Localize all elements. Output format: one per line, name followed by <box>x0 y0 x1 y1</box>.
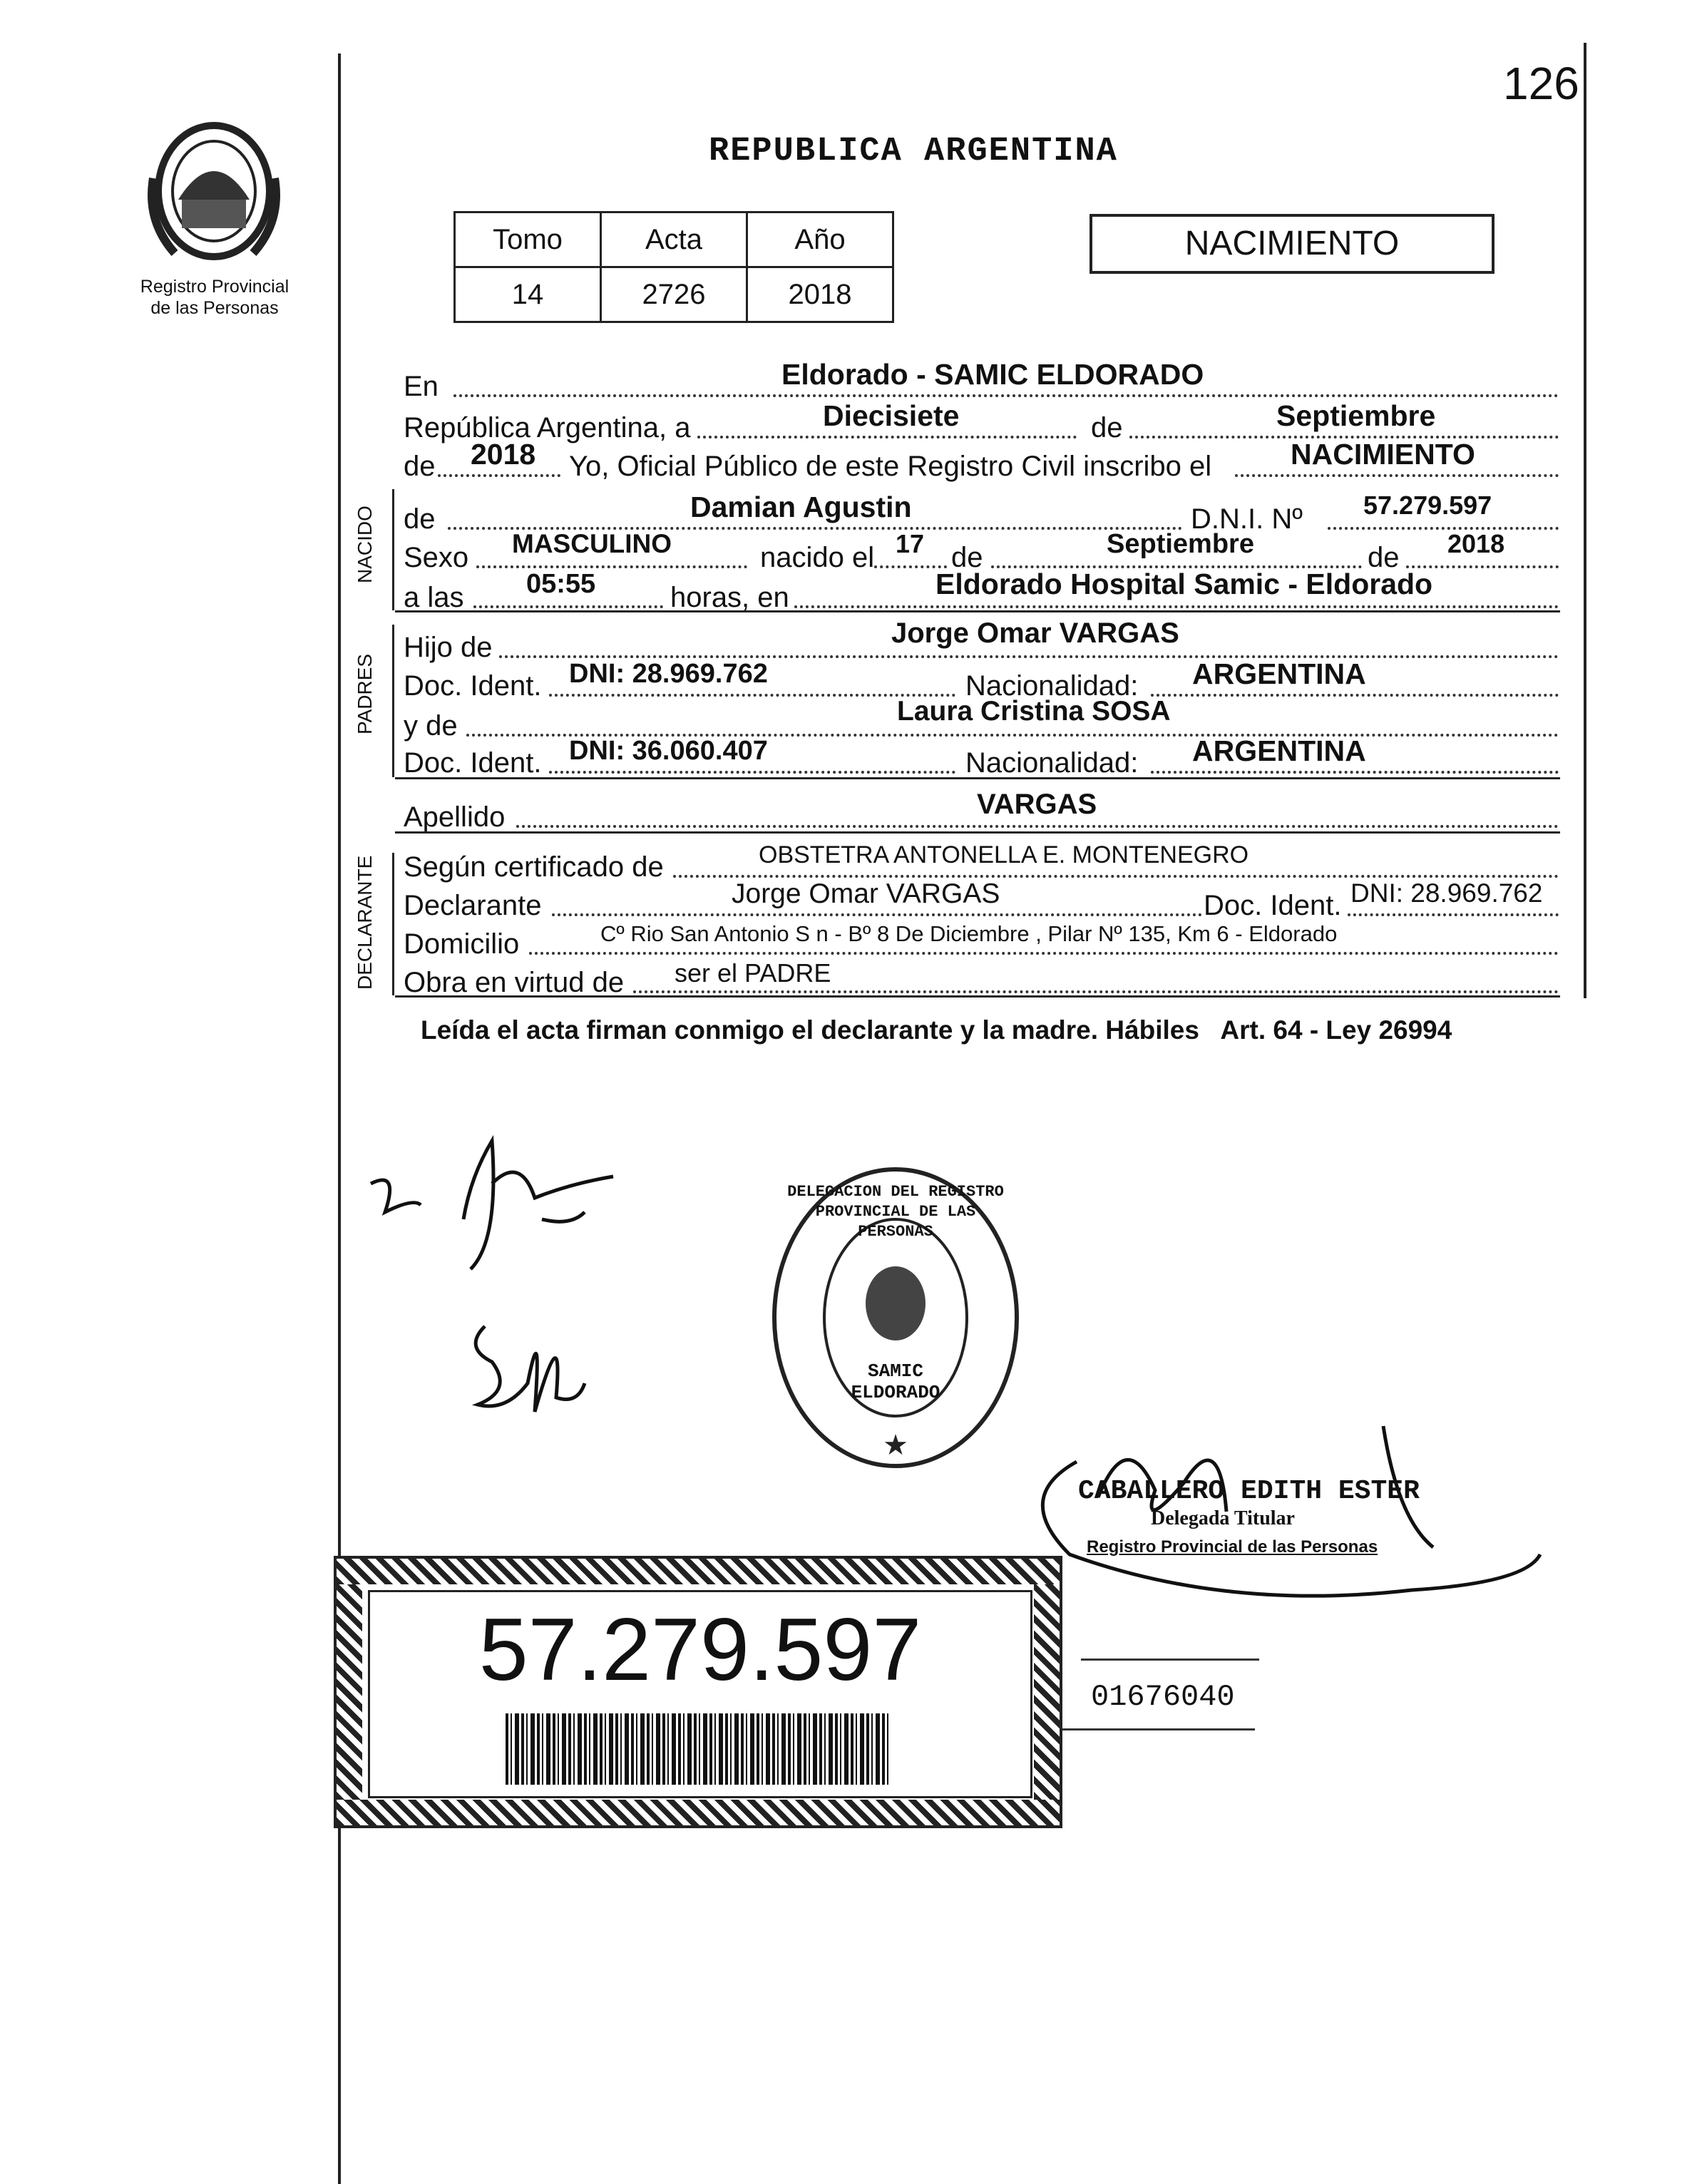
nacido-section-bar <box>392 489 394 610</box>
official-title: Delegada Titular <box>1151 1507 1295 1529</box>
value-lugar-nac: Eldorado Hospital Samic - Eldorado <box>935 568 1433 600</box>
label-hijo-de: Hijo de <box>404 632 493 663</box>
label-y-de: y de <box>404 710 458 742</box>
line-madre-nac <box>1151 771 1559 774</box>
value-madre-nombre: Laura Cristina SOSA <box>897 696 1171 727</box>
barcode <box>506 1713 891 1785</box>
line-en <box>453 394 1559 397</box>
reference-value-row <box>455 267 893 322</box>
label-de-mes-nac: de <box>951 542 983 573</box>
declarante-section-label: DECLARANTE <box>354 855 376 990</box>
value-padre-doc: DNI: 28.969.762 <box>569 659 768 689</box>
serial-number: 01676040 <box>1091 1680 1235 1714</box>
line-tipo <box>1235 474 1559 477</box>
value-nombre: Damian Agustin <box>690 491 912 523</box>
left-margin-line <box>338 53 341 2184</box>
label-de-anio-nac: de <box>1368 542 1400 573</box>
label-domicilio: Domicilio <box>404 928 520 960</box>
act-type-box <box>1090 214 1495 274</box>
label-nacionalidad-padre: Nacionalidad: <box>965 670 1139 702</box>
provincial-seal-logo <box>146 114 282 267</box>
serial-bottom-line <box>1062 1728 1255 1731</box>
id-label-inner <box>368 1590 1032 1798</box>
padres-section-bar <box>392 625 394 777</box>
tomo-header: Tomo <box>455 212 601 267</box>
value-sexo: MASCULINO <box>512 529 672 558</box>
value-padre-nombre: Jorge Omar VARGAS <box>891 617 1179 649</box>
act-type-label: NACIMIENTO <box>1184 225 1400 262</box>
svg-text:★: ★ <box>883 1430 908 1461</box>
value-mes-nac: Septiembre <box>1107 529 1254 559</box>
declarante-section-divider <box>395 995 1560 998</box>
value-declarante-doc: DNI: 28.969.762 <box>1350 878 1543 908</box>
id-label-pattern-top <box>337 1559 1060 1584</box>
official-stamp <box>767 1161 1024 1475</box>
label-dni-no: D.N.I. Nº <box>1191 503 1303 535</box>
label-doc-ident-madre: Doc. Ident. <box>404 747 542 779</box>
line-madre-doc <box>549 771 955 774</box>
right-margin-line <box>1584 43 1586 998</box>
acta-value: 2726 <box>601 267 747 322</box>
label-nacionalidad-madre: Nacionalidad: <box>965 747 1139 779</box>
label-horas-en: horas, en <box>670 582 789 613</box>
id-label-number: 57.279.597 <box>478 1601 922 1699</box>
line-certificado <box>673 875 1559 878</box>
value-dia-nac: 17 <box>896 529 925 558</box>
value-lugar: Eldorado - SAMIC ELDORADO <box>781 358 1204 391</box>
line-sexo <box>476 565 747 568</box>
line-dia <box>697 436 1077 439</box>
anio-value: 2018 <box>747 267 893 322</box>
padres-section-label: PADRES <box>354 653 376 734</box>
value-domicilio: Cº Rio San Antonio S n - Bº 8 De Diciembre , Pilar Nº 135, Km 6 - Eldorado <box>600 921 1338 946</box>
line-declarante <box>552 913 1202 916</box>
line-domicilio <box>529 952 1559 955</box>
label-en: En <box>404 371 439 402</box>
line-lugar-nac <box>794 605 1559 608</box>
value-dia-texto: Diecisiete <box>823 399 960 432</box>
label-obra-en-virtud: Obra en virtud de <box>404 967 625 998</box>
id-label-pattern-left <box>337 1584 362 1800</box>
declarant-signature <box>357 1098 642 1298</box>
value-padre-nacionalidad: ARGENTINA <box>1192 657 1366 690</box>
official-name: CABALLERO EDITH ESTER <box>1078 1476 1420 1507</box>
value-madre-nacionalidad: ARGENTINA <box>1192 734 1366 767</box>
acta-header: Acta <box>601 212 747 267</box>
value-anio-nac: 2018 <box>1447 529 1505 558</box>
label-apellido: Apellido <box>404 801 506 833</box>
line-declarante-doc <box>1348 913 1559 916</box>
stamp-outer-text: DELEGACION DEL REGISTRO PROVINCIAL DE LAS PERSONAS <box>787 1183 1004 1241</box>
registry-name-line2: de las Personas <box>150 298 279 318</box>
padres-section-divider <box>395 777 1560 779</box>
value-declarante-nombre: Jorge Omar VARGAS <box>732 878 1000 909</box>
official-office: Registro Provincial de las Personas <box>1087 1537 1378 1557</box>
id-label <box>334 1556 1062 1828</box>
line-apellido <box>516 825 1559 828</box>
label-segun-certificado: Según certificado de <box>404 851 664 883</box>
reference-table <box>453 211 894 323</box>
value-tipo-inscripcion: NACIMIENTO <box>1291 438 1475 471</box>
line-anio <box>438 474 560 477</box>
tomo-value: 14 <box>455 267 601 322</box>
reference-header-row <box>455 212 893 267</box>
label-republica: República Argentina, a <box>404 412 691 444</box>
value-certificado: OBSTETRA ANTONELLA E. MONTENEGRO <box>759 841 1249 868</box>
stamp-inner-text: SAMIC ELDORADO <box>851 1360 940 1403</box>
label-doc-ident-declarante: Doc. Ident. <box>1204 890 1342 921</box>
label-sexo: Sexo <box>404 542 469 573</box>
id-label-pattern-bottom <box>337 1800 1060 1825</box>
declarante-section-bar <box>392 853 394 995</box>
value-madre-doc: DNI: 36.060.407 <box>569 736 768 766</box>
value-hora: 05:55 <box>526 569 596 599</box>
value-anio: 2018 <box>471 438 536 471</box>
line-dni <box>1328 527 1559 530</box>
label-doc-ident-padre: Doc. Ident. <box>404 670 542 702</box>
id-label-pattern-right <box>1034 1584 1060 1800</box>
value-dni: 57.279.597 <box>1363 491 1492 520</box>
line-padre-doc <box>549 694 955 697</box>
label-de-mes: de <box>1091 412 1123 444</box>
line-padre <box>499 655 1559 658</box>
value-mes-texto: Septiembre <box>1276 399 1436 432</box>
label-de-nombre: de <box>404 503 436 535</box>
country-title: REPUBLICA ARGENTINA <box>709 133 1118 170</box>
closing-text: Leída el acta firman conmigo el declarante y la madre. Hábiles Art. 64 - Ley 26994 <box>421 1015 1452 1045</box>
line-padre-nac <box>1151 694 1559 697</box>
mother-signature <box>456 1283 599 1426</box>
nacido-section-label: NACIDO <box>354 506 376 583</box>
label-declarante: Declarante <box>404 890 542 921</box>
line-hora <box>473 605 663 608</box>
nacido-section-divider <box>395 610 1560 612</box>
anio-header: Año <box>747 212 893 267</box>
label-nacido-el: nacido el <box>760 542 875 573</box>
apellido-divider <box>395 831 1560 834</box>
line-obra <box>633 990 1559 993</box>
label-de-anio: de <box>404 451 436 482</box>
page-number: 126 <box>1503 58 1579 109</box>
registry-name-line1: Registro Provincial <box>140 277 289 297</box>
label-a-las: a las <box>404 582 464 613</box>
value-apellido: VARGAS <box>977 789 1097 820</box>
serial-top-line <box>1081 1658 1259 1661</box>
value-obra-virtud: ser el PADRE <box>675 958 831 988</box>
label-yo-oficial: Yo, Oficial Público de este Registro Civil inscribo el <box>569 451 1212 482</box>
